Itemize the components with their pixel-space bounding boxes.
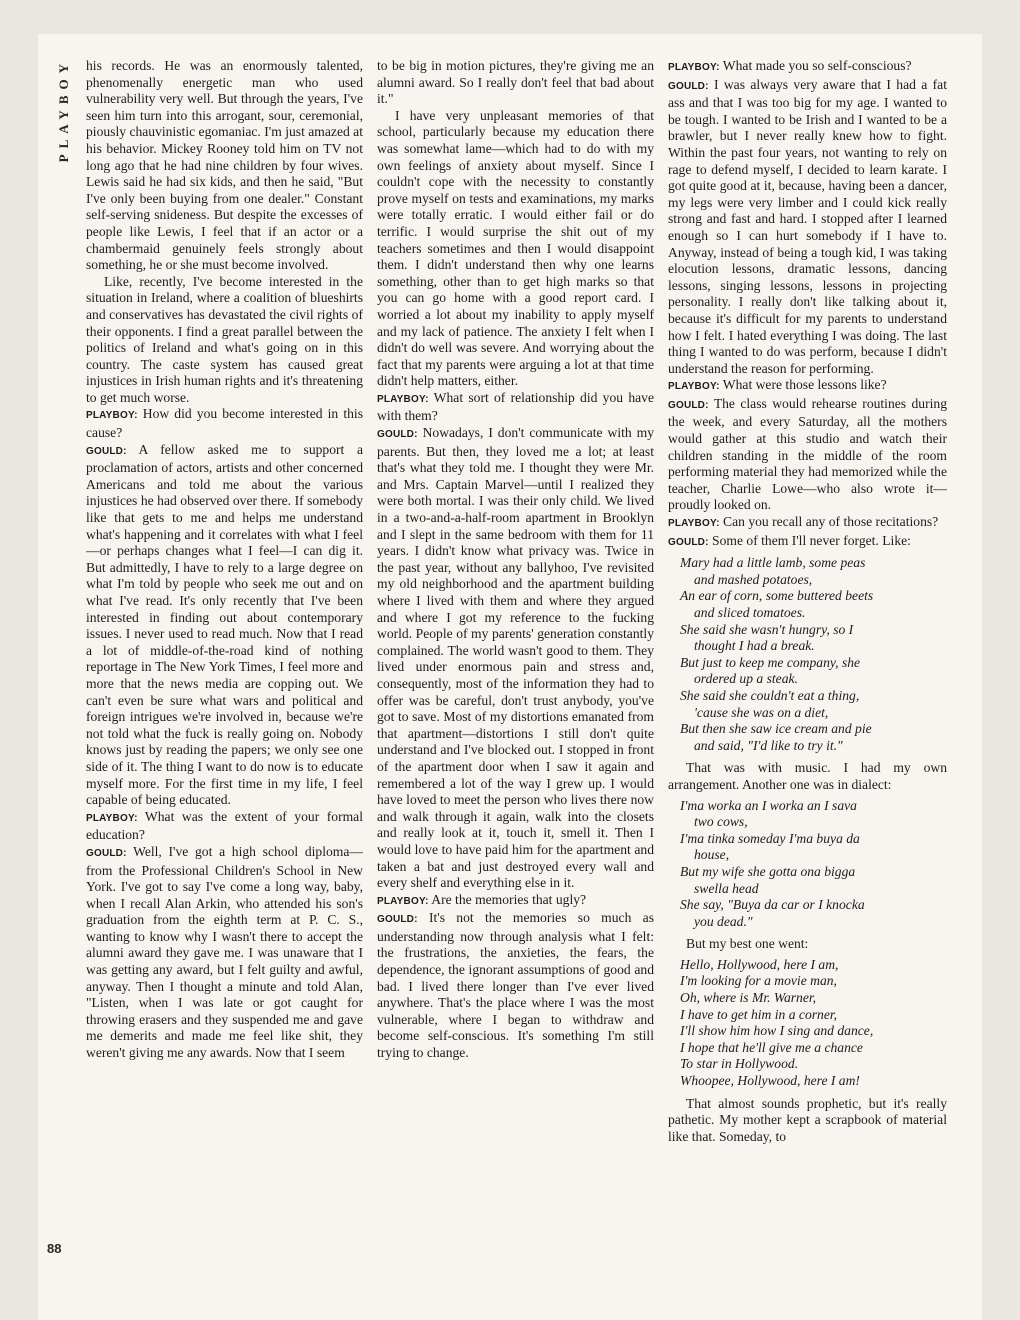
paragraph (668, 58, 947, 77)
speaker-label: GOULD: (377, 914, 418, 926)
poem-line (668, 864, 947, 897)
poem-line (668, 555, 947, 588)
speaker-label: PLAYBOY: (86, 410, 138, 422)
speaker-label: GOULD: (86, 445, 127, 457)
paragraph-text: Are the memories that ugly? (431, 891, 587, 907)
speaker-label: GOULD: (668, 80, 709, 92)
poem-line (668, 957, 947, 974)
poem-line (668, 1040, 947, 1057)
poem-line-text: An ear of corn, some buttered beets (680, 588, 874, 604)
paragraph-text: Some of them I'll never forget. Like: (712, 532, 911, 548)
paragraph (377, 892, 654, 911)
poem-line-text: But my wife she gotta ona bigga (680, 863, 856, 879)
poem-line (668, 1023, 947, 1040)
paragraph-text: Well, I've got a high school diploma—from the Professional Children's School in New York. I've got to say I've come a long way, baby, when I recall Alan Arkin, who attended his son's graduation from the eighth term at P. C. S., wanting to know why I wasn't there to accept the alumni award they gave me. I was unaware that I was getting any award, but I felt guilty and awful, anyway. Then I thought a minute and told Alan, "Listen, when I was late or got caught for throwing erasers and they suspended me and gave me demerits and made me feel like shit, they weren't giving me any awards. Now that I seem (86, 843, 363, 1061)
poem-line (668, 1007, 947, 1024)
poem-line-text: I have to get him in a corner, (680, 1006, 838, 1022)
speaker-label: PLAYBOY: (86, 812, 138, 824)
paragraph (668, 77, 947, 378)
paragraph-text: I was always very aware that I had a fat ass and that I was too big for my age. I wanted to be tough. I wanted to be Irish and I wanted to be a brawler, but I never really knew how to fight. Within the past four years, not wanting to rely on rage to defend myself, I decided to learn karate. I got quite good at it, because, having been a dancer, my legs were very limber and I could kick really strong and fast and hard. I stopped after I learned enough so I can hurt somebody if I have to. Anyway, instead of being a tough kid, I was taking elocution lessons, dramatic lessons, dancing lessons, singing lessons, lessons in projecting personality. I really don't like talking about it, because it's difficult for my parents to understand how I felt. I hated everything I was doing. The last thing I wanted to do was perform, because I didn't understand the reason for performing. (668, 76, 947, 376)
text-column-2 (377, 58, 654, 1268)
text-column-3 (668, 58, 947, 1268)
recitation-poem-2 (668, 798, 947, 931)
paragraph (668, 396, 947, 514)
poem-line-continuation: you dead." (694, 913, 753, 929)
poem-line-text: I'm looking for a movie man, (680, 973, 837, 989)
poem-line (668, 798, 947, 831)
paragraph-text: Can you recall any of those recitations? (723, 514, 939, 530)
paragraph: But my best one went: (686, 936, 809, 952)
paragraph (86, 442, 363, 809)
poem-line-text: I'll show him how I sing and dance, (680, 1023, 874, 1039)
poem-line-text: I hope that he'll give me a chance (680, 1039, 863, 1055)
paragraph (86, 58, 363, 274)
paragraph-text: What was the extent of your formal education? (86, 808, 363, 843)
paragraph (377, 58, 654, 108)
poem-line-continuation: and sliced tomatoes. (694, 605, 806, 620)
poem-line (668, 973, 947, 990)
paragraph-text: What were those lessons like? (722, 377, 887, 393)
poem-line-continuation: and said, "I'd like to try it." (694, 737, 843, 753)
poem-line-text: Whoopee, Hollywood, here I am! (680, 1073, 860, 1089)
poem-line-text: She say, "Buya da car or I knocka (680, 897, 865, 913)
poem-line (668, 588, 947, 621)
speaker-label: GOULD: (377, 429, 418, 441)
paragraph-text: It's not the memories so much as understanding now through analysis what I felt: the frustrations, the anxieties, the fears, the dependence, the ignorant assumptions of good and bad. I lived there longer than I've ever lived anywhere. That's the place where I was the most vulnerable, where I began to withdraw and become self-conscious. It's something I'm still trying to change. (377, 910, 654, 1061)
column-3-interview (668, 58, 947, 551)
poem-line-text: I'ma worka an I worka an I sava (680, 797, 857, 813)
poem-line (668, 622, 947, 655)
poem-line (668, 721, 947, 754)
poem-line (668, 1073, 947, 1090)
poem-line (668, 831, 947, 864)
paragraph-text: What sort of relationship did you have with them? (377, 389, 654, 424)
speaker-label: PLAYBOY: (668, 62, 720, 73)
paragraph (377, 390, 654, 425)
poem-line-continuation: thought I had a break. (694, 638, 815, 654)
poem-line-text: She said she wasn't hungry, so I (680, 621, 854, 637)
paragraph-text: The class would rehearse routines during the week, and every Saturday, all the mothers would gather at this studio and watch their children standing in the middle of the room performing material they had memorized while the teacher, Charlie Lowe—who also wrote it—proudly looked on. (668, 395, 947, 513)
paragraph-text: How did you become interested in this cause? (86, 406, 363, 441)
paragraph-text: Nowadays, I don't communicate with my parents. But then, they loved me a lot; at least that's what they told me. I thought they were Mr. and Mrs. Captain Marvel—until I realized they were both mortal. I was their only child. We lived in a two-and-a-half-room apartment in Brooklyn and I slept in the same bedroom with them for 11 years. I didn't know what privacy was. Twice in the past year, without any ballyhoo, I've revisited my old neighborhood and the apartment building where I lived with them and where they argued and where I got my reference to the fucking world. People of my parents' generation constantly complained. The world wasn't good to them. They lived under enormous pain and stress and, consequently, most of the information they had to offer was be careful, don't trust anybody, you've got to save. Most of my distortions emanated from that apartment—distortions I still don't quite understand and I've blocked out. I stopped in front of the apartment door when I saw it again and remembered a lot of the way I grew up. I would have loved to meet the person who lives there now and walk through it again, walk into the closets and really look at it, touch it, smell it. Then I would love to have paid him for the apartment and taken a bat and just destroyed every wall and every shelf and everything else in it. (377, 425, 654, 891)
speaker-label: GOULD: (668, 399, 709, 411)
paragraph (668, 533, 947, 552)
poem-line-continuation: ordered up a steak. (694, 671, 798, 687)
paragraph (86, 809, 363, 844)
recitation-poem-3 (668, 957, 947, 1090)
poem-line-text: She said she couldn't eat a thing, (680, 687, 860, 703)
paragraph (668, 377, 947, 396)
paragraph-text: to be big in motion pictures, they're giving me an alumni award. So I really don't feel that bad about it." (377, 58, 654, 107)
text-column-1 (86, 58, 363, 1268)
paragraph-text: I have very unpleasant memories of that school, particularly because my education there was somewhat lame—which had to do with my own feelings of anxiety about myself. Since I couldn't cope with the necessity to constantly prove myself on tests and examinations, my marks were totally erratic. I would either fail or do terrific. I would surprise the shit out of my teachers sometimes and then I would disappoint them. I didn't understand then why one learns something, other than to get high marks so that you can go home with a good report card. I worried a lot about my inability to apply myself and my lack of patience. The anxiety I felt when I didn't do well was severe. And worrying about the fact that my parents were arguing a lot at that time didn't help matters, either. (377, 107, 654, 389)
paragraph (86, 406, 363, 441)
paragraph-text: Like, recently, I've become interested in the situation in Ireland, where a coalition of blueshirts and conservatives has devastated the civil rights of their opponents. I find a great parallel between the politics of Ireland and what's going on in this country. The caste system has caused great injustices in Irish human rights and it's threatening to get much worse. (86, 273, 363, 405)
poem-line-continuation: two cows, (694, 814, 748, 830)
poem-line-continuation: and mashed potatoes, (694, 571, 813, 587)
poem-line (668, 688, 947, 721)
paragraph: That was with music. I had my own arrangement. Another one was in dialect: (668, 760, 947, 792)
recitation-poem-1 (668, 555, 947, 754)
paragraph-text: his records. He was an enormously talented, phenomenally energetic man who used vulnerability very well. But through the years, I've seen him turn into this arrogant, sour, ceremonial, piously chauvinistic egomaniac. I'm just amazed at his behavior. Mickey Rooney told him on TV not long ago that he had nine children by four wives. Lewis said he had six kids, and then he said, "But I've only been buying from one dealer." Constant self-serving snideness. But despite the excesses of people like Lewis, I feel that if an actor or a chambermaid genuinely feels strongly about something, he or she must become involved. (86, 58, 363, 273)
poem-line-text: But then she saw ice cream and pie (680, 721, 872, 737)
poem-line-text: To star in Hollywood. (680, 1056, 799, 1072)
speaker-label: PLAYBOY: (377, 393, 429, 405)
paragraph-text: What made you so self-conscious? (722, 58, 912, 73)
poem-line-text: Oh, where is Mr. Warner, (680, 990, 817, 1006)
poem-line-text: Hello, Hollywood, here I am, (680, 956, 839, 972)
paragraph (86, 844, 363, 1062)
poem-line (668, 897, 947, 930)
speaker-label: GOULD: (86, 847, 127, 859)
speaker-label: PLAYBOY: (377, 895, 429, 907)
paragraph (377, 108, 654, 390)
poem-line (668, 990, 947, 1007)
poem-line-continuation: 'cause she was on a diet, (694, 704, 829, 720)
speaker-label: PLAYBOY: (668, 518, 720, 530)
poem-line-continuation: house, (694, 847, 730, 863)
paragraph: That almost sounds prophetic, but it's really pathetic. My mother kept a scrapbook of material like that. Someday, to (668, 1095, 947, 1144)
paragraph (377, 910, 654, 1061)
paragraph (668, 514, 947, 533)
page-number: 88 (47, 1241, 62, 1256)
speaker-label: GOULD: (668, 536, 709, 548)
speaker-label: PLAYBOY: (668, 381, 720, 393)
poem-line (668, 1056, 947, 1073)
paragraph-text: A fellow asked me to support a proclamation of actors, artists and other concerned Americans and told me about the various injustices he had observed over there. If somebody like that gets to me and helps me understand what's happening and it correlates with what I feel—or perhaps changes what I feel—I can dig it. But admittedly, I have to rely to a large degree on what I'm told by people who seek me out and on what I've read. It's only recently that I've been interested in finding out about contemporary issues. I never used to read much. Now that I read a lot of middle-of-the-road kind of nothing reportage in The New York Times, I feel more and more that the news media are copping out. We can't even be sure what wars and political and foreign intrigues we're involved in, because we're not told what the fuck is really going on. Nobody knows just by reading the papers; we only see one side of it. The thing I want to do now is to educate myself more. For the first time in my life, I feel capable of being educated. (86, 441, 363, 808)
paragraph (86, 274, 363, 407)
poem-line-text: I'ma tinka someday I'ma buya da (680, 830, 860, 846)
poem-line (668, 655, 947, 688)
poem-line-text: But just to keep me company, she (680, 654, 861, 670)
paragraph (377, 425, 654, 892)
magazine-title: PLAYBOY (56, 58, 71, 163)
poem-line-text: Mary had a little lamb, some peas (680, 555, 866, 571)
poem-line-continuation: swella head (694, 880, 759, 896)
